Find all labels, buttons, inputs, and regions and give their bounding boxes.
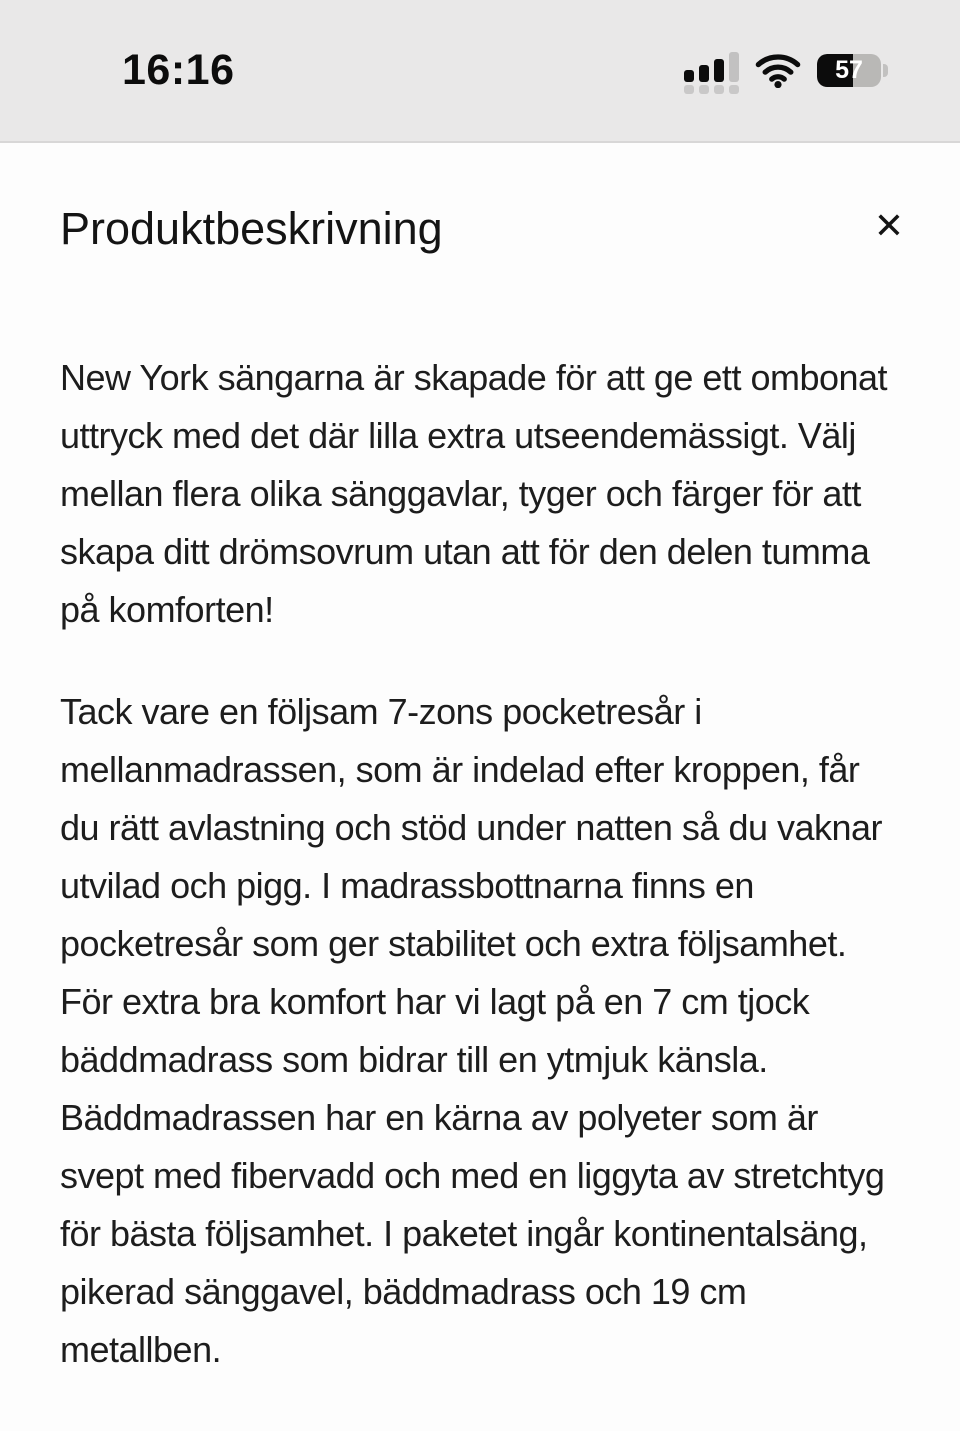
cellular-signal-icon xyxy=(684,48,739,94)
cellular-bar-3 xyxy=(714,59,724,94)
product-description-paragraph: Tack vare en följsam 7-zons pocketresår i mellanmadrassen, som är indelad efter kroppen, får du rätt avlastning och stöd under natten så du vaknar utvilad och pigg. I madrassbottnarna finns en pocketresår som ger stabilitet och extra följsamhet. För extra bra komfort har vi lagt på en 7 cm tjock bäddmadrass som bidrar till en ytmjuk känsla. Bäddmadrassen har en kärna av polyeter som är svept med fibervadd och med en liggyta av stretchtyg för bästa följsamhet. I paketet ingår kontinentalsäng, pikerad sänggavel, bäddmadrass och 19 cm metallben. xyxy=(60,691,885,1370)
sheet-content xyxy=(0,255,960,1379)
cellular-bar-1 xyxy=(684,70,694,94)
sheet-header xyxy=(0,143,960,255)
status-bar xyxy=(0,0,960,143)
product-description-paragraph: New York sängarna är skapade för att ge ett ombonat uttryck med det där lilla extra utseendemässigt. Välj mellan flera olika sänggavlar, tyger och färger för att skapa ditt drömsovrum utan att för den delen tumma på komforten! xyxy=(60,357,888,630)
battery-icon xyxy=(817,54,888,87)
cellular-bar-4 xyxy=(729,52,739,94)
close-icon: ✕ xyxy=(873,206,904,247)
cellular-bar-2 xyxy=(699,65,709,94)
battery-cap xyxy=(883,64,888,77)
status-icons xyxy=(684,48,888,94)
status-time: 16:16 xyxy=(122,46,235,94)
close-button[interactable] xyxy=(870,205,908,249)
page-title: Produktbeskrivning xyxy=(60,203,443,254)
wifi-icon xyxy=(755,54,801,88)
product-description-sheet xyxy=(0,143,960,1379)
battery-percent: 57 xyxy=(835,56,863,84)
